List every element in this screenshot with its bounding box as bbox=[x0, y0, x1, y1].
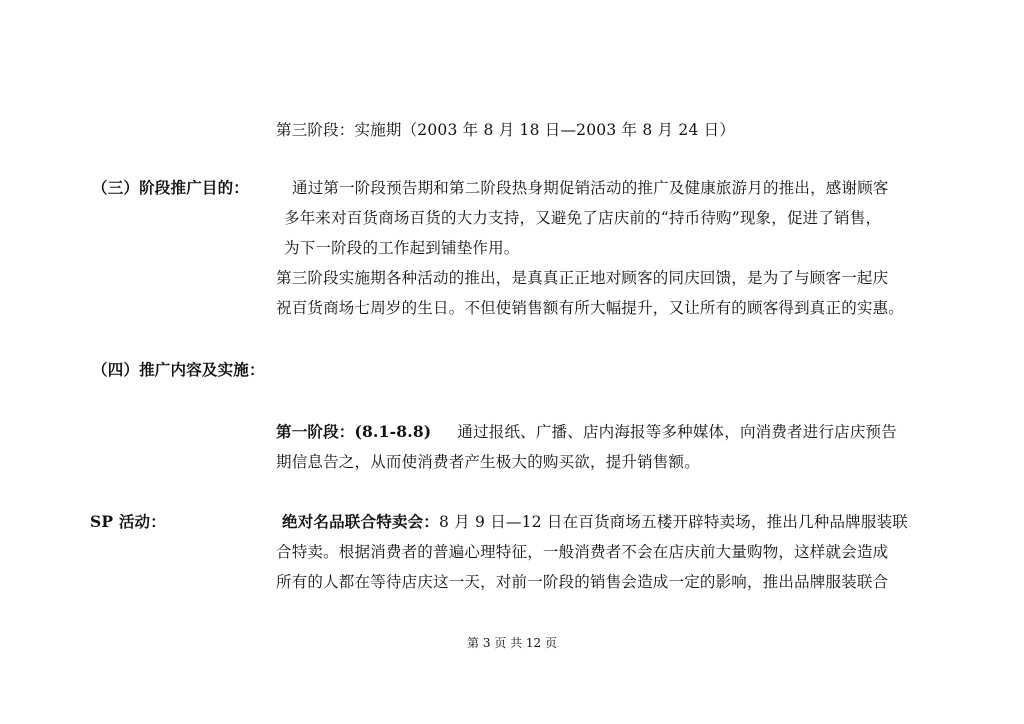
stage1-label: 第一阶段：(8.1-8.8) bbox=[276, 422, 432, 441]
section-four-heading: （四）推广内容及实施： bbox=[92, 360, 265, 379]
stage1-line1 bbox=[276, 422, 897, 442]
page-footer: 第 3 页 共 12 页 bbox=[467, 636, 557, 650]
section-three-para1-line1: 通过第一阶段预告期和第二阶段热身期促销活动的推广及健康旅游月的推出，感谢顾客 bbox=[292, 179, 889, 197]
sp-line1 bbox=[282, 512, 908, 532]
section-three-para1-line3: 为下一阶段的工作起到铺垫作用。 bbox=[284, 239, 520, 257]
section-three-heading: （三）阶段推广目的： bbox=[92, 178, 250, 197]
sp-title: 绝对名品联合特卖会： bbox=[282, 512, 440, 531]
phase-three-header: 第三阶段：实施期（2003 年 8 月 18 日—2003 年 8 月 24 日） bbox=[276, 121, 736, 139]
sp-line3: 所有的人都在等待店庆这一天，对前一阶段的销售会造成一定的影响，推出品牌服装联合 bbox=[276, 573, 889, 591]
section-three-para1-line2: 多年来对百货商场百货的大力支持，又避免了店庆前的“持币待购”现象，促进了销售， bbox=[284, 209, 882, 227]
sp-line2: 合特卖。根据消费者的普遍心理特征，一般消费者不会在店庆前大量购物，这样就会造成 bbox=[276, 543, 889, 561]
stage1-text: 通过报纸、广播、店内海报等多种媒体，向消费者进行店庆预告 bbox=[457, 423, 897, 441]
section-three-para2-line1: 第三阶段实施期各种活动的推出，是真真正正地对顾客的同庆回馈，是为了与顾客一起庆 bbox=[276, 269, 889, 287]
sp-activity-label: SP 活动： bbox=[90, 512, 166, 531]
sp-first-rest: 8 月 9 日—12 日在百货商场五楼开辟特卖场，推出几种品牌服装联 bbox=[439, 513, 908, 531]
stage1-line2: 期信息告之，从而使消费者产生极大的购买欲，提升销售额。 bbox=[276, 453, 700, 471]
section-three-para2-line2: 祝百货商场七周岁的生日。不但使销售额有所大幅提升，又让所有的顾客得到真正的实惠。 bbox=[276, 299, 905, 317]
